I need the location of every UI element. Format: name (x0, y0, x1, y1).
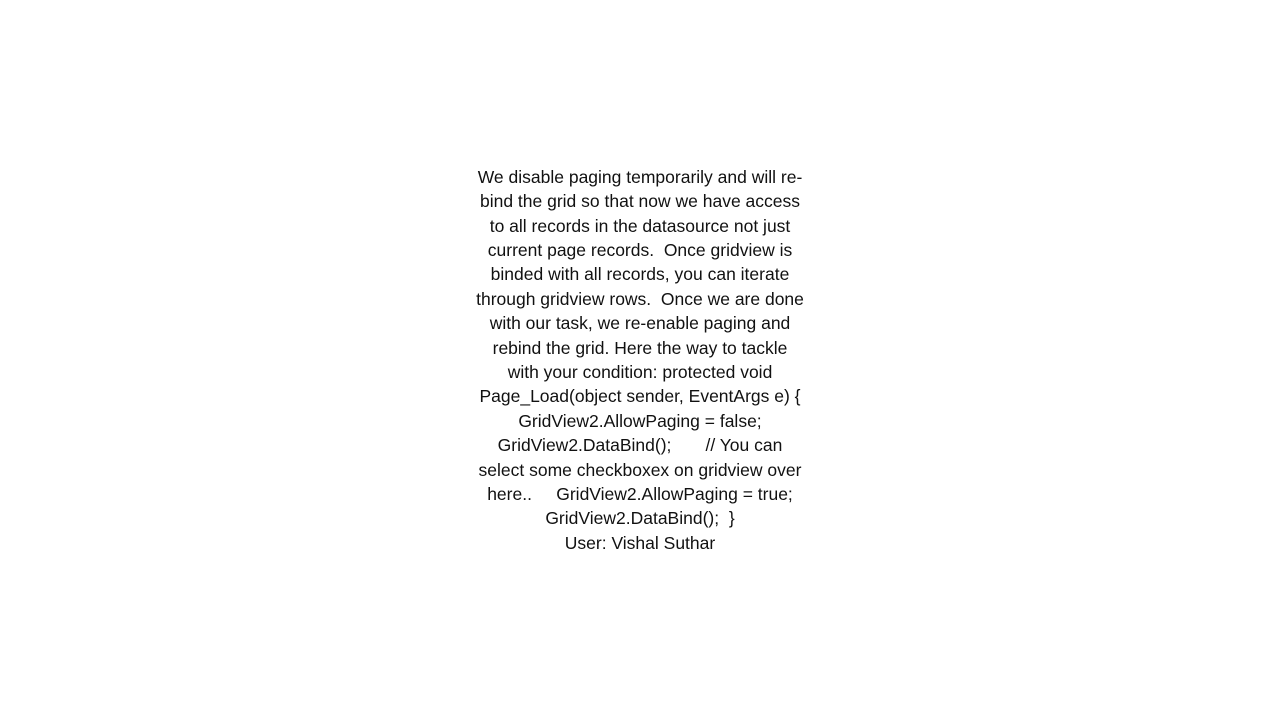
answer-block (475, 165, 825, 556)
answer-author-line: User: Vishal Suthar (564, 532, 716, 553)
answer-body-text: We disable paging temporarily and will re-bind the grid so that now we have access to all records in the datasource not just current page records. Once gridview is binded with all records, you can iterate through gridview rows. Once we are done with our task, we re-enable paging and rebind the grid. Here the way to tackle with your condition: protected void Page_Load(object sender, EventArgs e) { GridView2.AllowPaging = false; GridView2.DataBind(); // You can select some checkboxex on gridview over here.. GridView2.AllowPaging = true; GridView2.DataBind(); } (476, 166, 825, 529)
